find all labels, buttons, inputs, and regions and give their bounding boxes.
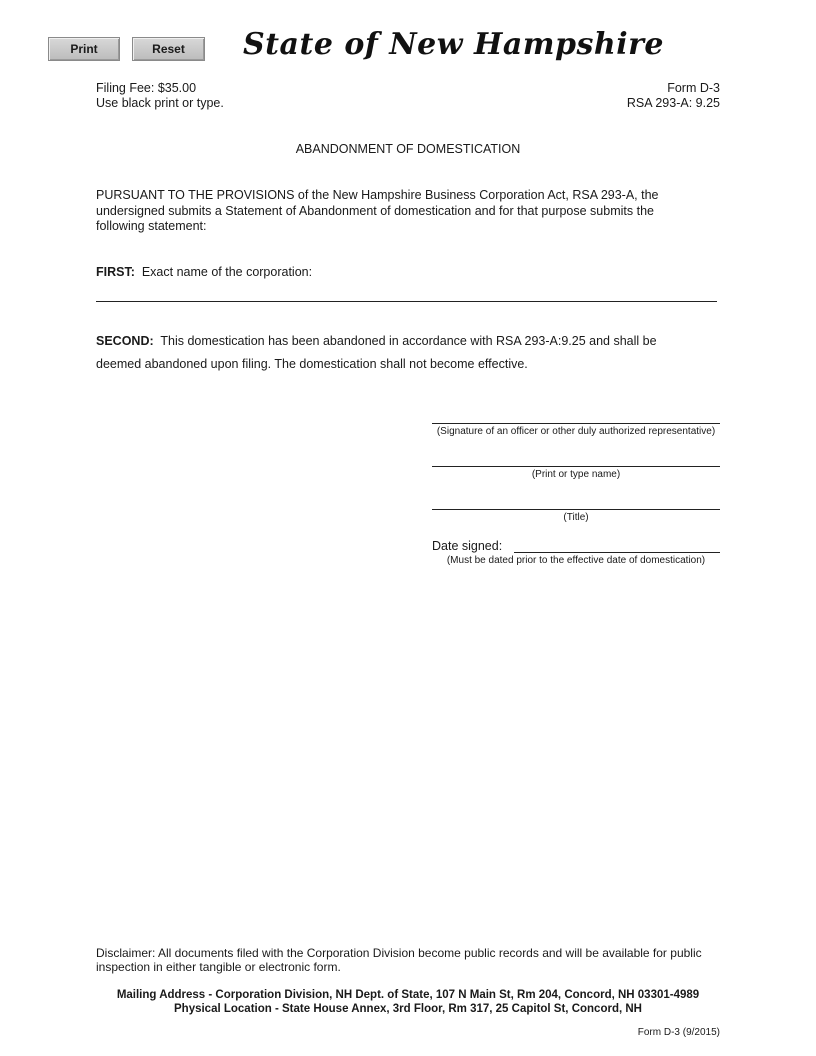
disclaimer-line-1: Disclaimer: All documents filed with the Corporation Division become public records and will be available for public xyxy=(96,946,702,960)
rsa-reference: RSA 293-A: 9.25 xyxy=(626,96,720,110)
date-caption: (Must be dated prior to the effective date of domestication) xyxy=(446,555,706,566)
print-instruction: Use black print or type. xyxy=(96,96,224,110)
date-signed-field[interactable] xyxy=(514,552,720,553)
filing-fee: Filing Fee: $35.00 xyxy=(96,81,197,95)
first-item xyxy=(96,265,312,280)
corporation-name-field[interactable] xyxy=(96,301,717,302)
print-name-caption: (Print or type name) xyxy=(531,469,621,480)
disclaimer-line-2: inspection in either tangible or electronic form. xyxy=(96,960,341,974)
first-text: Exact name of the corporation: xyxy=(141,265,313,279)
second-label: SECOND: xyxy=(96,334,154,348)
mailing-address: Mailing Address - Corporation Division, NH Dept. of State, 107 N Main St, Rm 204, Concord, NH 03301-4989 xyxy=(116,989,700,1001)
date-signed-label: Date signed: xyxy=(432,539,503,553)
second-text-line-2: deemed abandoned upon filing. The domestication shall not become effective. xyxy=(96,357,528,371)
intro-line-3: following statement: xyxy=(96,219,207,233)
print-name-field[interactable] xyxy=(432,466,720,467)
state-title: State of New Hampshire xyxy=(243,27,664,62)
signature-field[interactable] xyxy=(432,423,720,424)
document-title: ABANDONMENT OF DOMESTICATION xyxy=(295,142,521,156)
title-field[interactable] xyxy=(432,509,720,510)
second-item xyxy=(96,334,657,349)
physical-location: Physical Location - State House Annex, 3rd Floor, Rm 317, 25 Capitol St, Concord, NH xyxy=(174,1003,642,1015)
title-caption: (Title) xyxy=(563,512,589,523)
reset-button[interactable]: Reset xyxy=(132,37,205,61)
signature-caption: (Signature of an officer or other duly authorized representative) xyxy=(436,426,716,437)
first-label: FIRST: xyxy=(96,265,135,279)
second-text-line-1: This domestication has been abandoned in accordance with RSA 293-A:9.25 and shall be xyxy=(160,334,657,348)
print-button[interactable]: Print xyxy=(48,37,120,61)
form-revision: Form D-3 (9/2015) xyxy=(637,1027,720,1038)
intro-line-2: undersigned submits a Statement of Abandonment of domestication and for that purpose submits the xyxy=(96,204,654,218)
form-number: Form D-3 xyxy=(667,81,720,95)
intro-line-1: PURSUANT TO THE PROVISIONS of the New Hampshire Business Corporation Act, RSA 293-A, the xyxy=(96,188,659,202)
